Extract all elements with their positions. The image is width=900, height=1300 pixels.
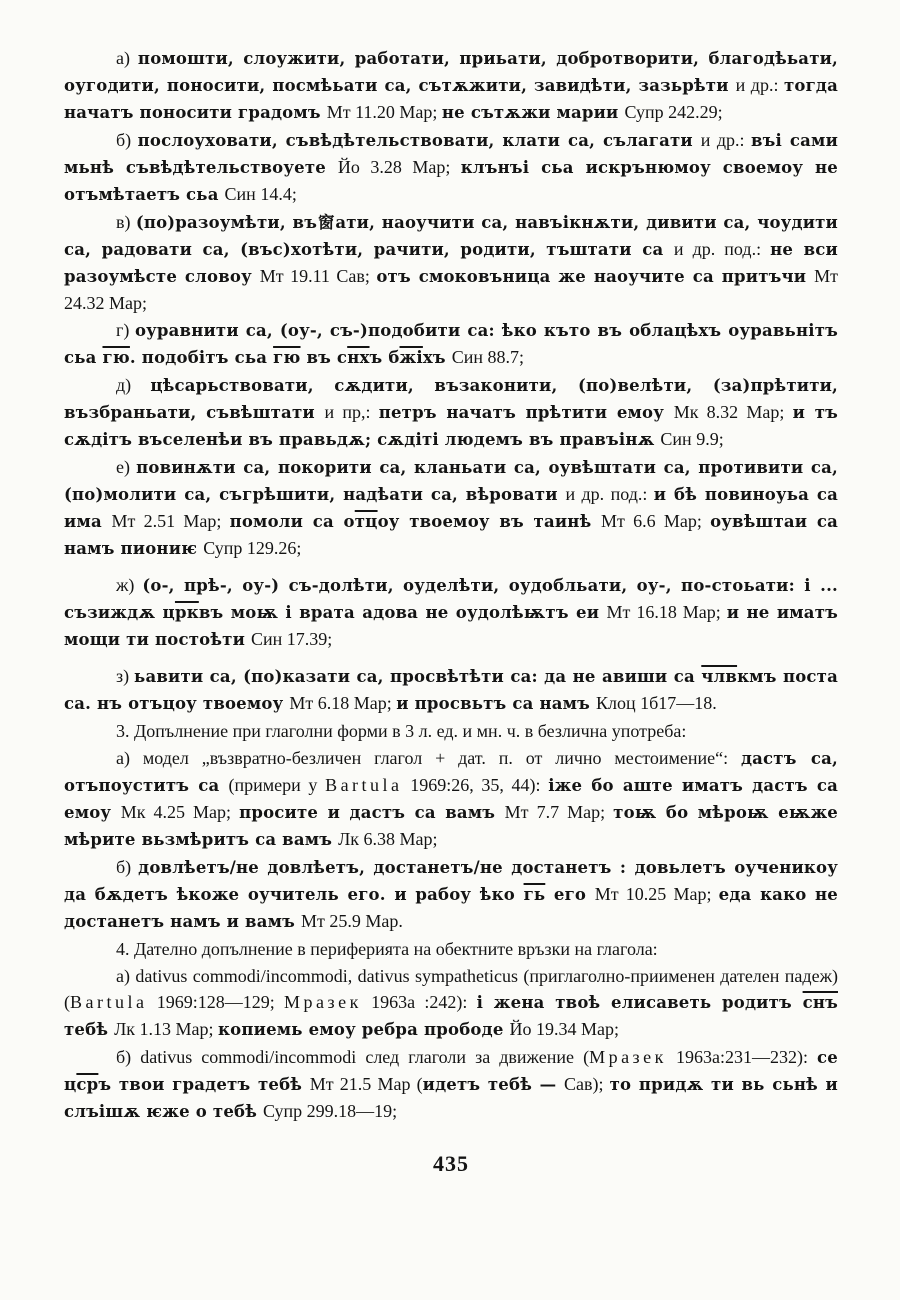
text-run-ocs: цѣсарьствовати, сѫдити, възаконити, (по)велѣти, (за)прѣтити, възбраньати, съвѣштати (64, 376, 838, 422)
text-run-mod: (примери у (228, 775, 326, 795)
ocs-titlo-abbreviation: тц (354, 512, 378, 531)
text-run-mod: и др.: (735, 75, 784, 95)
text-run-mod: и пр,: (324, 402, 379, 422)
text-run-mod: Син 88.7; (451, 347, 524, 367)
text-run-ocs: тогда начатъ поносити градомъ (64, 76, 838, 122)
paragraph (64, 718, 838, 744)
text-run-ocs: то придѫ ти вь сьнѣ и слъішѫ ѥже о тебѣ (64, 1075, 838, 1121)
text-run-mod: Син 14.4; (224, 184, 297, 204)
text-run-mod: Йо 3.28 Мар; (337, 157, 461, 177)
text-run-ocs: . подобітъ сьа (129, 348, 274, 367)
text-run-ocs: петръ начатъ прѣтити емоу (378, 403, 674, 422)
page-paragraphs (64, 45, 838, 1125)
ocs-titlo-abbreviation: члв (701, 667, 738, 686)
text-run-ocs: и не иматъ мощи ти постоѣти (64, 603, 838, 649)
text-run-spaced: Bartula (70, 992, 148, 1012)
text-run-mod: и др. под.: (565, 484, 654, 504)
text-run-ocs: идетъ тебѣ — (422, 1075, 564, 1094)
text-run-mod: Син 9.9; (660, 429, 724, 449)
ocs-titlo-abbreviation: ср (76, 1075, 99, 1094)
text-run-ocs: въі сами мьнѣ съвѣдѣтельствоуете (64, 131, 839, 177)
text-run-ocs: і жена твоѣ елисаветь родитъ (476, 993, 803, 1012)
text-run-ocs: тебѣ (64, 1020, 115, 1039)
text-run-mod: ж) (116, 575, 143, 595)
text-run-mod: Сав); (563, 1074, 610, 1094)
ocs-titlo-abbreviation: гю (102, 348, 130, 367)
text-run-mod: Мк 4.25 Мар; (120, 802, 240, 822)
ocs-titlo-abbreviation: гь (523, 885, 546, 904)
text-run-mod: Клоц 1б17—18. (595, 693, 717, 713)
text-run-ocs: дастъ са, отъпоуститъ са (64, 749, 838, 795)
paragraph (64, 663, 838, 717)
text-run-ocs: копиемь емоу ребра прободе (218, 1020, 510, 1039)
text-run-ocs: кмъ поста са. нъ отъцоу твоемоу (64, 667, 838, 713)
text-run-ocs: отъ смоковъница же наоучите са притъчи (376, 267, 815, 286)
text-run-ocs: се ц (64, 1048, 838, 1094)
paragraph (64, 1044, 838, 1125)
text-run-mod: з) (116, 666, 135, 686)
text-run-mod: в) (116, 212, 136, 232)
text-run-ocs: (о-, прѣ-, оу-) съ-долѣти, оуделѣти, оудобльати, оу-, по-стоьати: і ... съзиждѫ ц (64, 576, 839, 622)
text-run-mod: Мт 16.18 Мар; (606, 602, 727, 622)
text-run-ocs: клънъі сьа искрънюмоу своемоу не отъмѣтаетъ сьа (64, 158, 838, 204)
text-run-ocs: оуравнити са, (оу-, съ-)подобити са: ѣко къто въ облацѣхъ оуравьнітъ сьа (64, 321, 838, 367)
ocs-titlo-abbreviation: рк (174, 603, 199, 622)
text-run-ocs: іже бо аште иматъ дастъ са емоу (64, 776, 838, 822)
text-run-mod: а) dativus commodi/incommodi, dativus sympatheticus (приглаголно-приименен дателен падеж)( (64, 966, 838, 1012)
ocs-titlo-abbreviation: жі (399, 348, 423, 367)
text-run-mod: Мт 25.9 Мар. (300, 911, 403, 931)
text-run-ocs: не сътѫжи марии (441, 103, 625, 122)
text-run-ocs: ъ твои градетъ тебѣ (98, 1075, 310, 1094)
text-run-mod: Мт 7.7 Мар; (504, 802, 614, 822)
text-run-mod: 1963а :242): (361, 992, 477, 1012)
paragraph (64, 963, 838, 1043)
text-run-mod: Йо 19.34 Мар; (509, 1019, 619, 1039)
text-run-mod: б) (116, 130, 138, 150)
page-number: 435 (433, 1151, 469, 1176)
text-run-mod: б) (116, 857, 139, 877)
text-run-ocs: послоуховати, съвѣдѣтельствовати, клати са, сълагати (137, 131, 701, 150)
text-run-ocs: помошти, слоужити, работати, приьати, добротворити, благодѣьати, оугодити, поносити, посмѣьати са, сътѫжити, завидѣти, зазьрѣти (64, 49, 838, 95)
text-run-mod: е) (116, 457, 137, 477)
text-run-mod: 1963а:231—232): (666, 1047, 818, 1067)
text-run-ocs: и бѣ повиноуьа са има (64, 485, 838, 531)
text-run-ocs: въ моѭ і врата адова не оудолѣѭтъ еи (198, 603, 607, 622)
text-run-ocs: въ с (300, 348, 348, 367)
text-run-mod: Мт 6.6 Мар; (601, 511, 711, 531)
text-run-mod: Мт 11.20 Мар; (326, 102, 442, 122)
paragraph (64, 372, 838, 453)
paragraph (64, 317, 838, 371)
paragraph (64, 854, 838, 935)
text-run-ocs: оу твоемоу въ таинѣ (377, 512, 602, 531)
text-run-mod: и др. под.: (673, 239, 771, 259)
text-run-mod: Мт 6.18 Мар; (289, 693, 397, 713)
paragraph (64, 572, 838, 653)
text-run-mod: и др.: (700, 130, 751, 150)
ocs-titlo-abbreviation: гю (273, 348, 301, 367)
text-run-mod: Мт 24.32 Мар; (64, 266, 838, 313)
text-run-ocs: и просвьтъ са намъ (396, 694, 596, 713)
text-run-mod: Супр 129.26; (203, 538, 302, 558)
text-run-ocs: (по)разоумѣти, въ窗ати, наоучити са, навъікнѫти, дивити са, чоудити са, радовати са, (въс)хотѣти, рачити, родити, тъштати са (64, 213, 838, 259)
text-run-mod: 1969:26, 35, 44): (402, 775, 549, 795)
paragraph (64, 127, 838, 208)
text-run-ocs: ъ б (369, 348, 400, 367)
text-run-mod: Супр 242.29; (624, 102, 723, 122)
text-run-ocs: тоѭ бо мѣроѭ еѭже мѣрите вьзмѣритъ са вамъ (64, 803, 839, 849)
text-run-mod: 1969:128—129; (147, 992, 285, 1012)
text-run-ocs: не вси разоумѣсте словоу (64, 240, 838, 286)
text-run-mod: г) (116, 320, 135, 340)
text-run-mod: Мт 10.25 Мар; (594, 884, 719, 904)
text-run-spaced: Мразек (589, 1047, 667, 1067)
text-run-ocs: помоли са о (229, 512, 355, 531)
text-run-mod: Син 17.39; (250, 629, 333, 649)
text-run-ocs: повинѫти са, покорити са, кланьати са, оувѣштати са, противити са, (по)молити са, съгрѣшити, надѣати са, вѣровати (64, 458, 839, 504)
text-run-mod: Лк 6.38 Мар; (338, 829, 438, 849)
text-run-mod: Супр 299.18—19; (262, 1101, 398, 1121)
text-run-mod: 4. Дателно допълнение в периферията на обектните връзки на глагола: (116, 939, 658, 959)
text-run-mod: а) модел „възвратно-безличен глагол + дат. п. от лично местоимение“: (116, 748, 741, 768)
text-run-mod: Мт 2.51 Мар; (111, 511, 230, 531)
paragraph (64, 45, 838, 126)
text-run-ocs: просите и дастъ са вамъ (239, 803, 505, 822)
paragraph (64, 209, 838, 316)
text-run-ocs: ьавити са, (по)казати са, просвѣтѣти са: да не авиши са (134, 667, 702, 686)
text-run-ocs: хъ (422, 348, 452, 367)
ocs-titlo-abbreviation: нх (347, 348, 370, 367)
text-run-mod: б) dativus commodi/incommodi след глаголи за движение ( (116, 1047, 590, 1067)
text-run-ocs: еда како не достанетъ намъ и вамъ (64, 885, 838, 931)
text-run-ocs: довлѣетъ/не довлѣетъ, достанетъ/не достанетъ : довьлетъ оученикоу да бѫдетъ ѣкоже оучитель его. и рабоу ѣко (64, 858, 838, 904)
text-run-spaced: Мразек (284, 992, 362, 1012)
text-run-mod: Мт 19.11 Сав; (259, 266, 377, 286)
text-run-spaced: Bartula (325, 775, 403, 795)
paragraph (64, 745, 838, 853)
text-run-ocs: его (545, 885, 595, 904)
text-run-mod: Мт 21.5 Мар ( (309, 1074, 423, 1094)
ocs-titlo-abbreviation: снъ (802, 993, 838, 1012)
text-run-mod: а) (116, 48, 138, 68)
text-run-ocs: оувѣштаи са намъ пиониѥ (64, 512, 838, 558)
paragraph (64, 936, 838, 962)
text-run-mod: Мк 8.32 Мар; (673, 402, 793, 422)
paragraph (64, 454, 838, 562)
text-run-mod: 3. Допълнение при глаголни форми в 3 л. ед. и мн. ч. в безлична употреба: (116, 721, 687, 741)
text-run-ocs: и тъ сѫдітъ въселенѣи въ правьдѫ; сѫдіті людемъ въ правъінѫ (64, 403, 838, 449)
text-run-mod: д) (116, 375, 151, 395)
text-run-mod: Лк 1.13 Мар; (114, 1019, 219, 1039)
